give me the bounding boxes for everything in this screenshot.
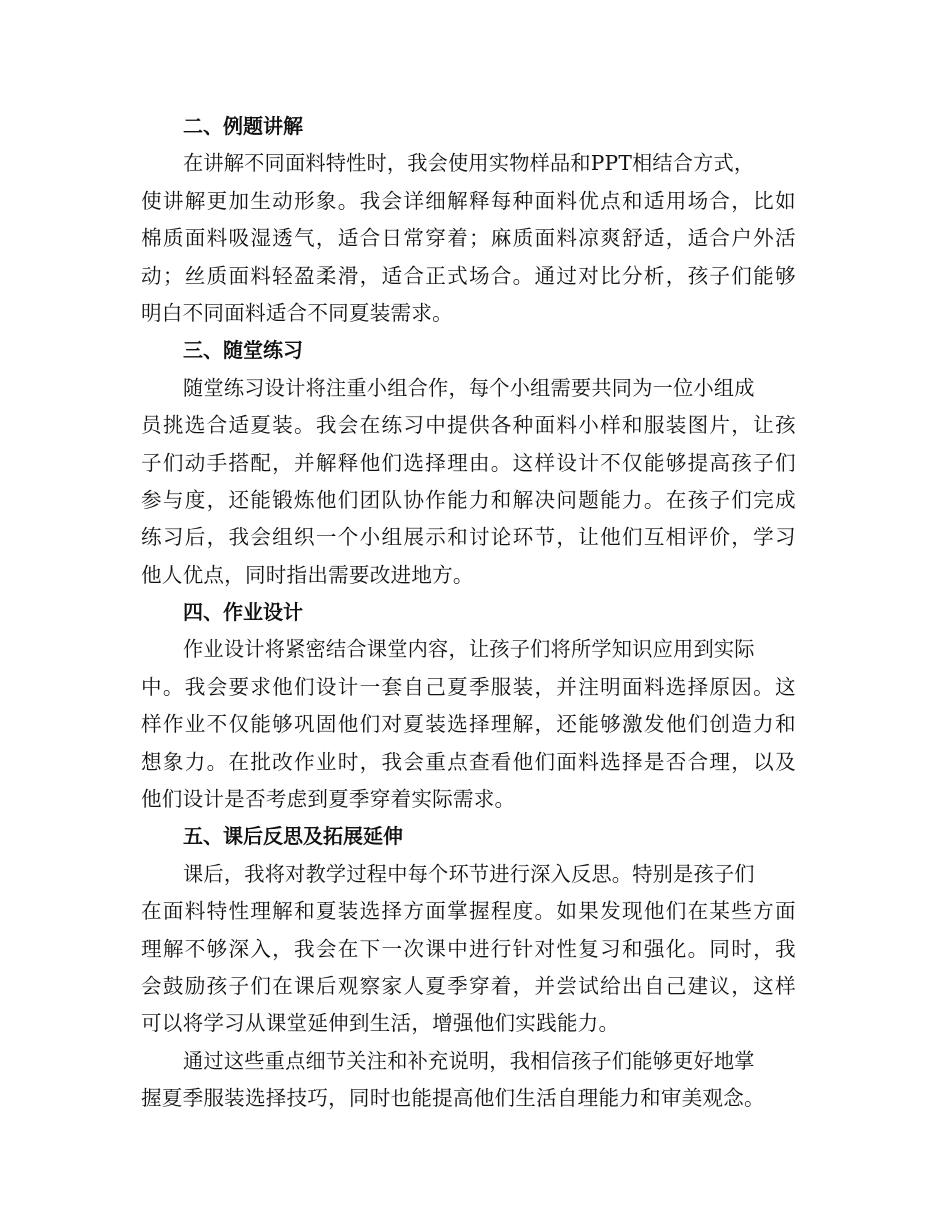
section-heading: 三、随堂练习	[183, 338, 303, 363]
paragraph	[141, 856, 796, 1043]
section-heading: 二、例题讲解	[183, 114, 303, 138]
paragraph	[141, 631, 796, 818]
section-in-class-practice	[141, 332, 796, 594]
paragraph-line: 动；丝质面料轻盈柔滑，适合正式场合。通过对比分析，孩子们能够	[141, 263, 797, 288]
section-reflection-extension	[141, 818, 796, 1042]
paragraph-line: 想象力。在批改作业时，我会重点查看他们面料选择是否合理，以及	[141, 749, 797, 774]
paragraph-line: 课后，我将对教学过程中每个环节进行深入反思。特别是孩子们	[183, 861, 755, 886]
paragraph-line: 作业设计将紧密结合课堂内容，让孩子们将所学知识应用到实际	[183, 637, 755, 662]
paragraph-line: 可以将学习从课堂延伸到生活，增强他们实践能力。	[141, 1011, 620, 1036]
paragraph-line: 通过这些重点细节关注和补充说明，我相信孩子们能够更好地掌	[183, 1048, 755, 1073]
paragraph-line: 随堂练习设计将注重小组合作，每个小组需要共同为一位小组成	[183, 375, 755, 400]
section-heading: 五、课后反思及拓展延伸	[183, 824, 403, 849]
paragraph-line: 样作业不仅能够巩固他们对夏装选择理解，还能够激发他们创造力和	[141, 712, 797, 737]
paragraph-line: 会鼓励孩子们在课后观察家人夏季穿着，并尝试给出自己建议，这样	[141, 973, 797, 998]
section-homework-design	[141, 594, 796, 818]
paragraph-line: 明白不同面料适合不同夏装需求。	[141, 300, 453, 325]
paragraph-line: 员挑选合适夏装。我会在练习中提供各种面料小样和服装图片，让孩	[141, 413, 797, 438]
section-heading: 四、作业设计	[183, 600, 303, 625]
paragraph	[141, 370, 796, 594]
paragraph	[141, 145, 796, 332]
paragraph-line: 他们设计是否考虑到夏季穿着实际需求。	[141, 787, 516, 812]
paragraph	[141, 1043, 796, 1118]
paragraph-line: 使讲解更加生动形象。我会详细解释每种面料优点和适用场合，比如	[141, 188, 797, 213]
paragraph-line: 参与度，还能锻炼他们团队协作能力和解决问题能力。在孩子们完成	[141, 487, 797, 512]
paragraph-line: 练习后，我会组织一个小组展示和讨论环节，让他们互相评价，学习	[141, 525, 797, 550]
paragraph-line: 中。我会要求他们设计一套自己夏季服装，并注明面料选择原因。这	[141, 674, 797, 699]
paragraph-line: 握夏季服装选择技巧，同时也能提高他们生活自理能力和审美观念。	[141, 1086, 765, 1111]
paragraph-line: 棉质面料吸湿透气，适合日常穿着；麻质面料凉爽舒适，适合户外活	[141, 226, 797, 251]
paragraph-line: 在讲解不同面料特性时，我会使用实物样品和PPT相结合方式，	[183, 151, 755, 176]
document-page	[141, 108, 796, 1118]
paragraph-line: 他人优点，同时指出需要改进地方。	[141, 562, 474, 587]
section-conclusion	[141, 1043, 796, 1118]
paragraph-line: 在面料特性理解和夏装选择方面掌握程度。如果发现他们在某些方面	[141, 899, 797, 924]
section-example-explanation	[141, 108, 796, 332]
paragraph-line: 子们动手搭配，并解释他们选择理由。这样设计不仅能够提高孩子们	[141, 450, 797, 475]
paragraph-line: 理解不够深入，我会在下一次课中进行针对性复习和强化。同时，我	[141, 936, 797, 961]
